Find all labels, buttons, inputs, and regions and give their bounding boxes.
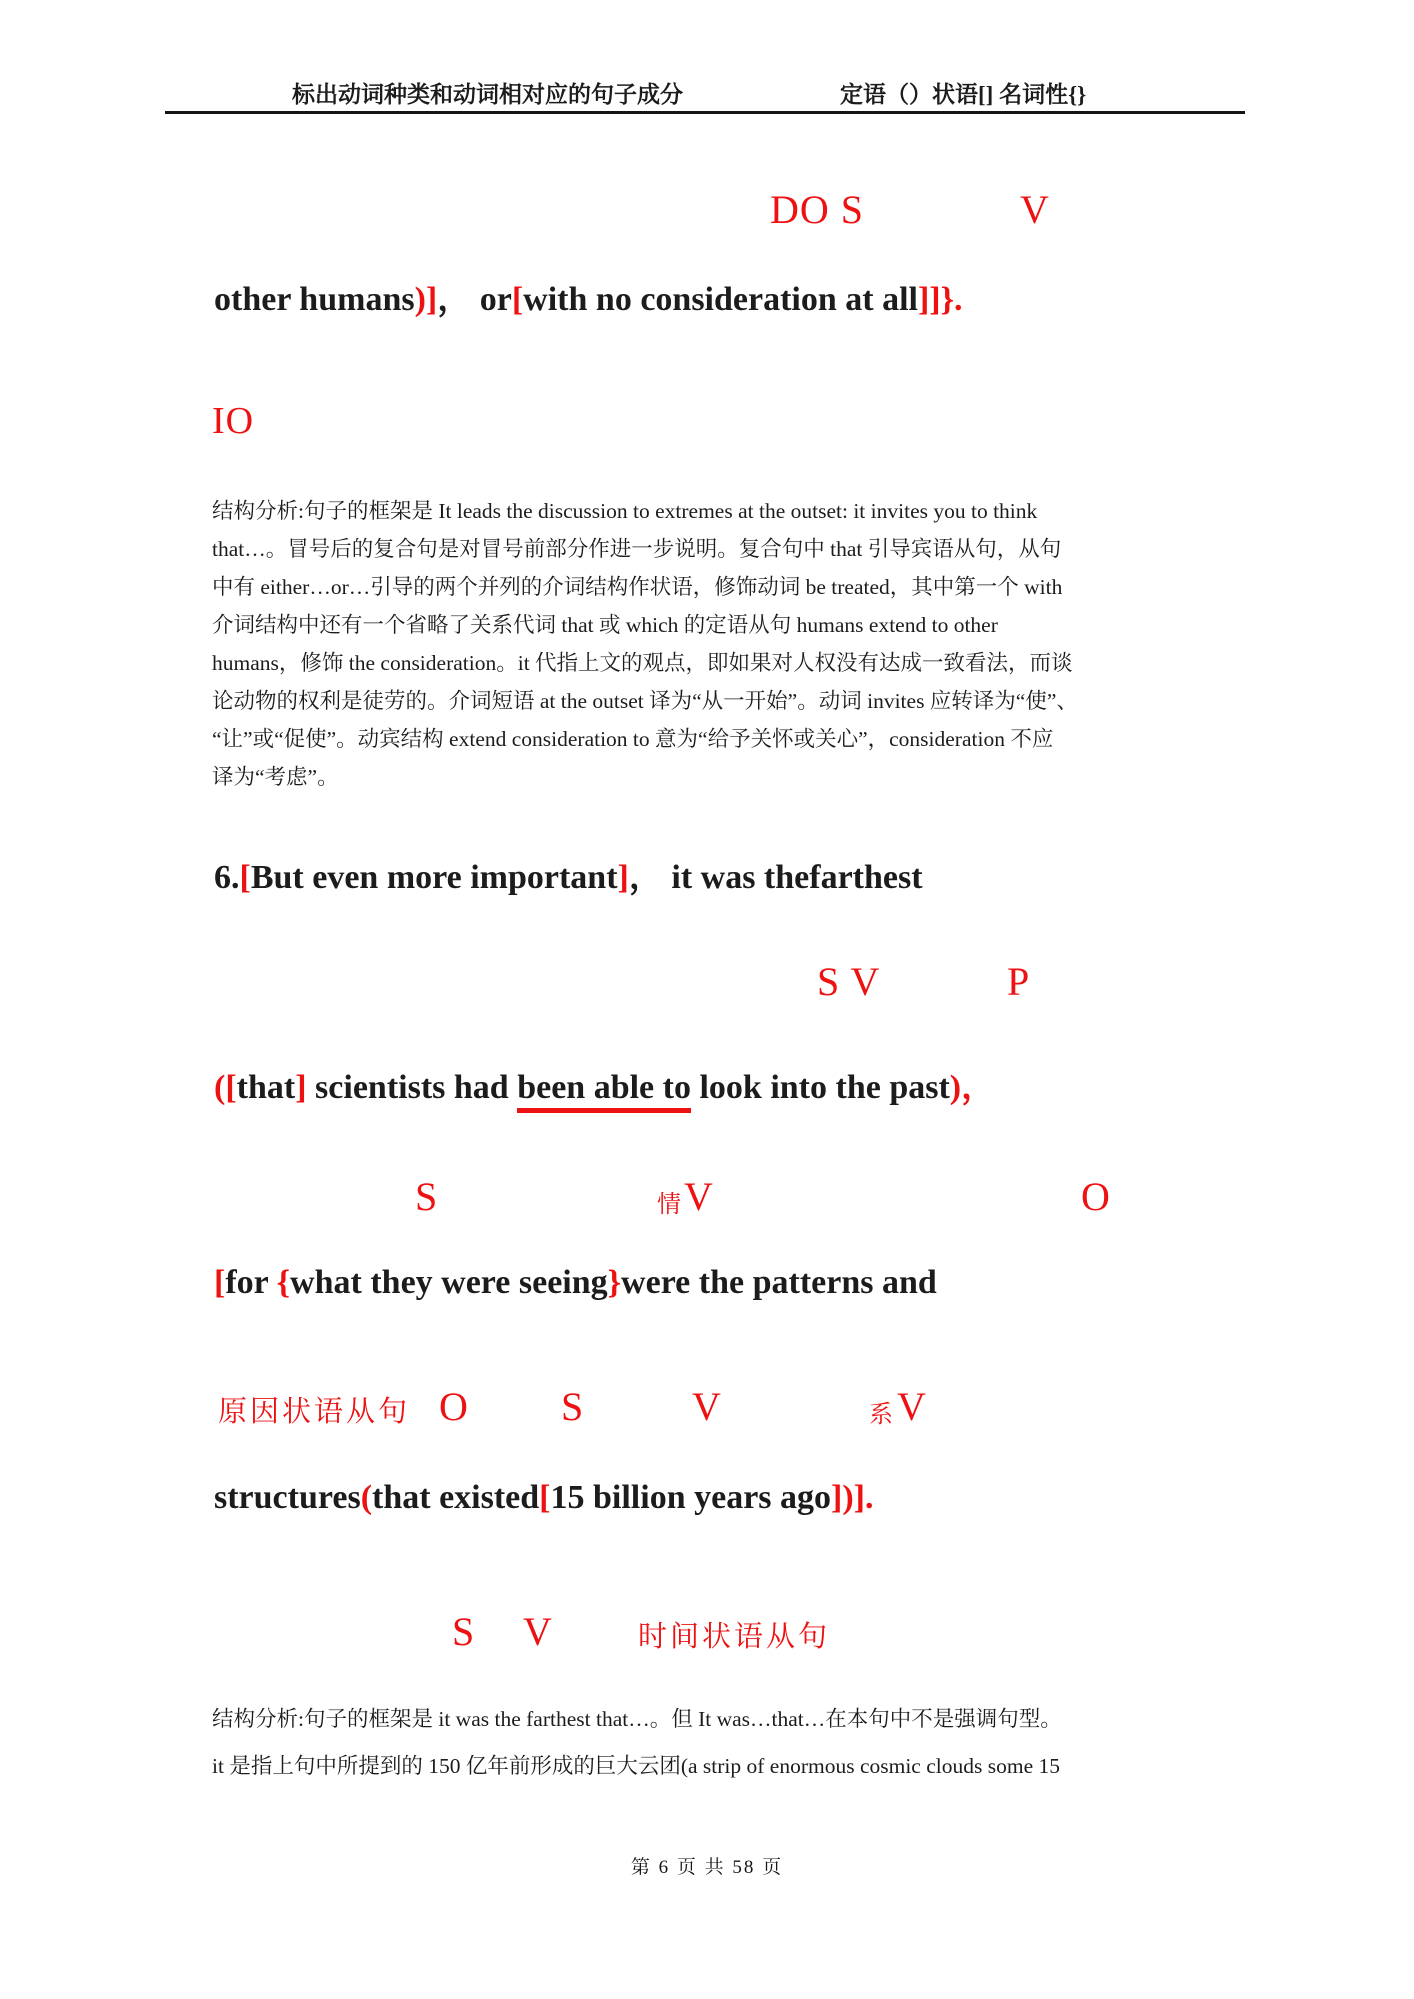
sentence-segment: with no consideration at all: [523, 281, 918, 318]
grammar-annotation: S: [452, 1609, 476, 1654]
header-rule: [165, 111, 1245, 114]
sentence-segment: structures: [214, 1479, 361, 1516]
grammar-annotation-row: [0, 1375, 1414, 1427]
analysis-line: 中有 either…or…引导的两个并列的介词结构作状语，修饰动词 be treated，其中第一个 with: [212, 575, 1063, 599]
header-instruction: 标出动词种类和动词相对应的句子成分: [292, 82, 683, 107]
sentence-segment: look into the past: [690, 1069, 950, 1106]
sentence-segment: that: [236, 1069, 296, 1106]
sentence-segment: 6.: [214, 859, 240, 896]
sentence-line: [214, 1068, 995, 1109]
analysis-paragraph: [212, 492, 1232, 796]
analysis-line: 结构分析:句子的框架是 it was the farthest that…。但 It was…that…在本句中不是强调句型。: [212, 1707, 1062, 1731]
grammar-annotation: S V: [817, 959, 881, 1004]
grammar-annotation: P: [1007, 959, 1031, 1004]
sentence-segment: scientists had: [306, 1069, 518, 1106]
sentence-segment: were the patterns and: [621, 1264, 937, 1301]
analysis-line: “让”或“促使”。动宾结构 extend consideration to 意为“给予关怀或关心”，consideration 不应: [212, 727, 1054, 751]
sentence-segment: )，: [949, 1069, 996, 1106]
grammar-annotation: 情: [657, 1192, 682, 1218]
sentence-segment: {: [276, 1264, 291, 1301]
grammar-annotation: V: [684, 1174, 714, 1219]
grammar-annotation: V: [692, 1384, 722, 1429]
analysis-line: 论动物的权利是徒劳的。介词短语 at the outset 译为“从一开始”。动词 invites 应转译为“使”、: [212, 689, 1078, 713]
grammar-annotation: V: [523, 1609, 553, 1654]
sentence-segment: that existed: [372, 1479, 540, 1516]
grammar-annotation: 原因状语从句: [218, 1396, 411, 1428]
analysis-line: that…。冒号后的复合句是对冒号前部分作进一步说明。复合句中 that 引导宾语从句，从句: [212, 537, 1062, 561]
sentence-segment: 15 billion years ago: [550, 1479, 832, 1516]
grammar-annotation-row: [0, 1165, 1414, 1217]
sentence-segment: for: [225, 1264, 277, 1301]
grammar-annotation: V: [1020, 187, 1050, 232]
sentence-line: [214, 1263, 937, 1304]
sentence-segment: ， or: [437, 281, 512, 318]
sentence-segment: }: [607, 1264, 622, 1301]
analysis-line: humans，修饰 the consideration。it 代指上文的观点，即如果对人权没有达成一致看法，而谈: [212, 651, 1073, 675]
sentence-segment: [: [239, 859, 251, 896]
grammar-annotation: S: [415, 1174, 439, 1219]
sentence-segment: what they were seeing: [290, 1264, 608, 1301]
grammar-annotation: 系: [869, 1402, 894, 1428]
grammar-annotation: O: [1081, 1174, 1111, 1219]
sentence-segment: But even more important: [250, 859, 618, 896]
grammar-annotation-row: [0, 1600, 1414, 1652]
grammar-annotation: S: [561, 1384, 585, 1429]
sentence-segment: other humans: [214, 281, 415, 318]
grammar-annotation: O: [439, 1384, 469, 1429]
sentence-segment: )]: [414, 281, 438, 318]
grammar-annotation: 时间状语从句: [638, 1621, 831, 1653]
grammar-annotation-row: [0, 178, 1414, 230]
sentence-segment: [: [539, 1479, 551, 1516]
sentence-heading-6: [214, 858, 923, 899]
page-number: 第 6 页 共 58 页: [630, 1857, 784, 1878]
sentence-segment: [: [511, 281, 524, 318]
sentence-segment: [: [214, 1264, 226, 1301]
sentence-segment: ([: [214, 1069, 237, 1106]
sentence-segment: ]: [617, 859, 629, 896]
sentence-segment: (: [360, 1479, 373, 1516]
sentence-segment: ]]}.: [917, 281, 963, 318]
sentence-segment: been able to: [517, 1069, 691, 1113]
analysis-paragraph: [212, 1696, 1232, 1790]
analysis-line: 介词结构中还有一个省略了关系代词 that 或 which 的定语从句 humans extend to other: [212, 613, 998, 637]
grammar-annotation: V: [897, 1384, 927, 1429]
sentence-segment: ])].: [831, 1479, 874, 1516]
header-legend: 定语（）状语[] 名词性{}: [840, 82, 1087, 107]
sentence-segment: ， it was thefarthest: [628, 859, 923, 896]
sentence-segment: ]: [295, 1069, 307, 1106]
analysis-line: it 是指上句中所提到的 150 亿年前形成的巨大云团(a strip of enormous cosmic clouds some 15: [212, 1754, 1060, 1778]
grammar-annotation: DO S: [770, 187, 865, 232]
grammar-annotation-io: IO: [212, 400, 255, 442]
sentence-line: [214, 280, 963, 321]
analysis-line: 译为“考虑”。: [212, 765, 339, 789]
analysis-line: 结构分析:句子的框架是 It leads the discussion to extremes at the outset: it invites you to think: [212, 499, 1038, 523]
grammar-annotation-row: [0, 950, 1414, 1002]
sentence-line: [214, 1478, 874, 1519]
